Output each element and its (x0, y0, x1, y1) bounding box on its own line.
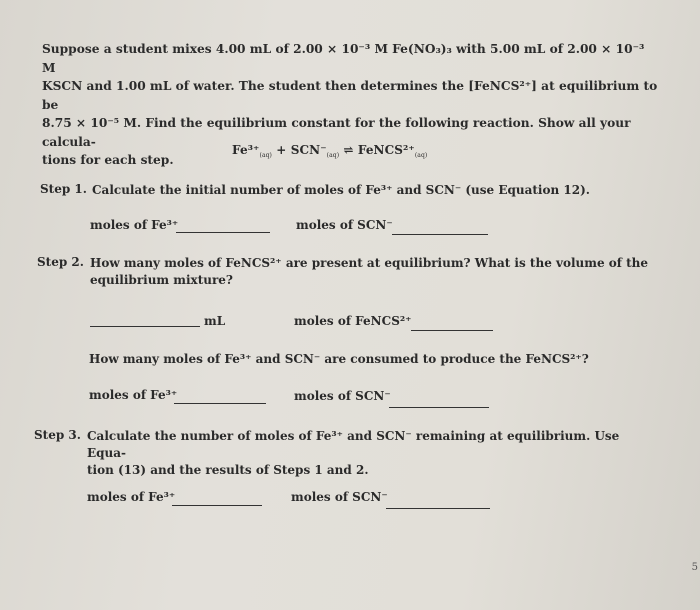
step3-scn-blank[interactable] (386, 508, 490, 509)
intro-line: tions for each step. (42, 153, 174, 167)
step2-text-line: How many moles of FeNCS²⁺ are present at equilibrium? What is the volume of the (90, 256, 649, 270)
step2-fe-blank[interactable] (174, 403, 266, 404)
step1-fe-blank[interactable] (176, 232, 270, 233)
step2-fencs-blank[interactable] (411, 330, 493, 331)
step3-fe-blank[interactable] (172, 505, 262, 506)
step3-label: Step 3. (34, 428, 81, 442)
step1-scn-label: moles of SCN⁻ (296, 218, 393, 232)
step2-label: Step 2. (37, 255, 84, 269)
step2-consumed-question: How many moles of Fe³⁺ and SCN⁻ are consumed to produce the FeNCS²⁺? (89, 352, 589, 366)
step3-text-line: Calculate the number of moles of Fe³⁺ and SCN⁻ remaining at equilibrium. Use Equa- (87, 429, 620, 460)
plus-sign: + (276, 143, 287, 157)
margin-mark: 5 (691, 562, 698, 573)
step2-scn-blank[interactable] (389, 407, 489, 408)
intro-line: 8.75 × 10⁻⁵ M. Find the equilibrium constant for the following reaction. Show all your calcula- (42, 116, 631, 149)
reactant-scn: SCN⁻ (290, 143, 327, 157)
step3-fe-label: moles of Fe³⁺ (87, 490, 176, 504)
step3-text-line: tion (13) and the results of Steps 1 and 2. (87, 463, 369, 477)
step2-fencs-label: moles of FeNCS²⁺ (294, 314, 412, 328)
step3-scn-label: moles of SCN⁻ (291, 490, 388, 504)
reaction-equation (232, 143, 427, 159)
phase-label: (aq) (326, 152, 340, 159)
phase-label: (aq) (414, 152, 428, 159)
phase-label: (aq) (259, 152, 272, 159)
intro-line: Suppose a student mixes 4.00 mL of 2.00 × 10⁻³ M Fe(NO₃)₃ with 5.00 mL of 2.00 × 10⁻³ M (42, 42, 645, 75)
step2-text (90, 255, 650, 289)
reactant-fe: Fe³⁺ (232, 143, 260, 157)
step2-volume-blank[interactable] (90, 326, 200, 327)
step2-fe-label: moles of Fe³⁺ (89, 388, 178, 402)
intro-line: KSCN and 1.00 mL of water. The student then determines the [FeNCS²⁺] at equilibrium to be (42, 79, 658, 112)
step3-text (87, 428, 657, 479)
step1-scn-blank[interactable] (392, 234, 488, 235)
equilibrium-arrow: ⇌ (343, 143, 354, 157)
step1-label: Step 1. (40, 182, 87, 196)
step1-text: Calculate the initial number of moles of Fe³⁺ and SCN⁻ (use Equation 12). (92, 183, 590, 197)
product-fencs: FeNCS²⁺ (357, 143, 415, 157)
step2-text-line: equilibrium mixture? (90, 273, 233, 287)
step2-ml-label: mL (204, 314, 226, 328)
step1-fe-label: moles of Fe³⁺ (90, 218, 179, 232)
step2-scn-label: moles of SCN⁻ (294, 389, 391, 403)
